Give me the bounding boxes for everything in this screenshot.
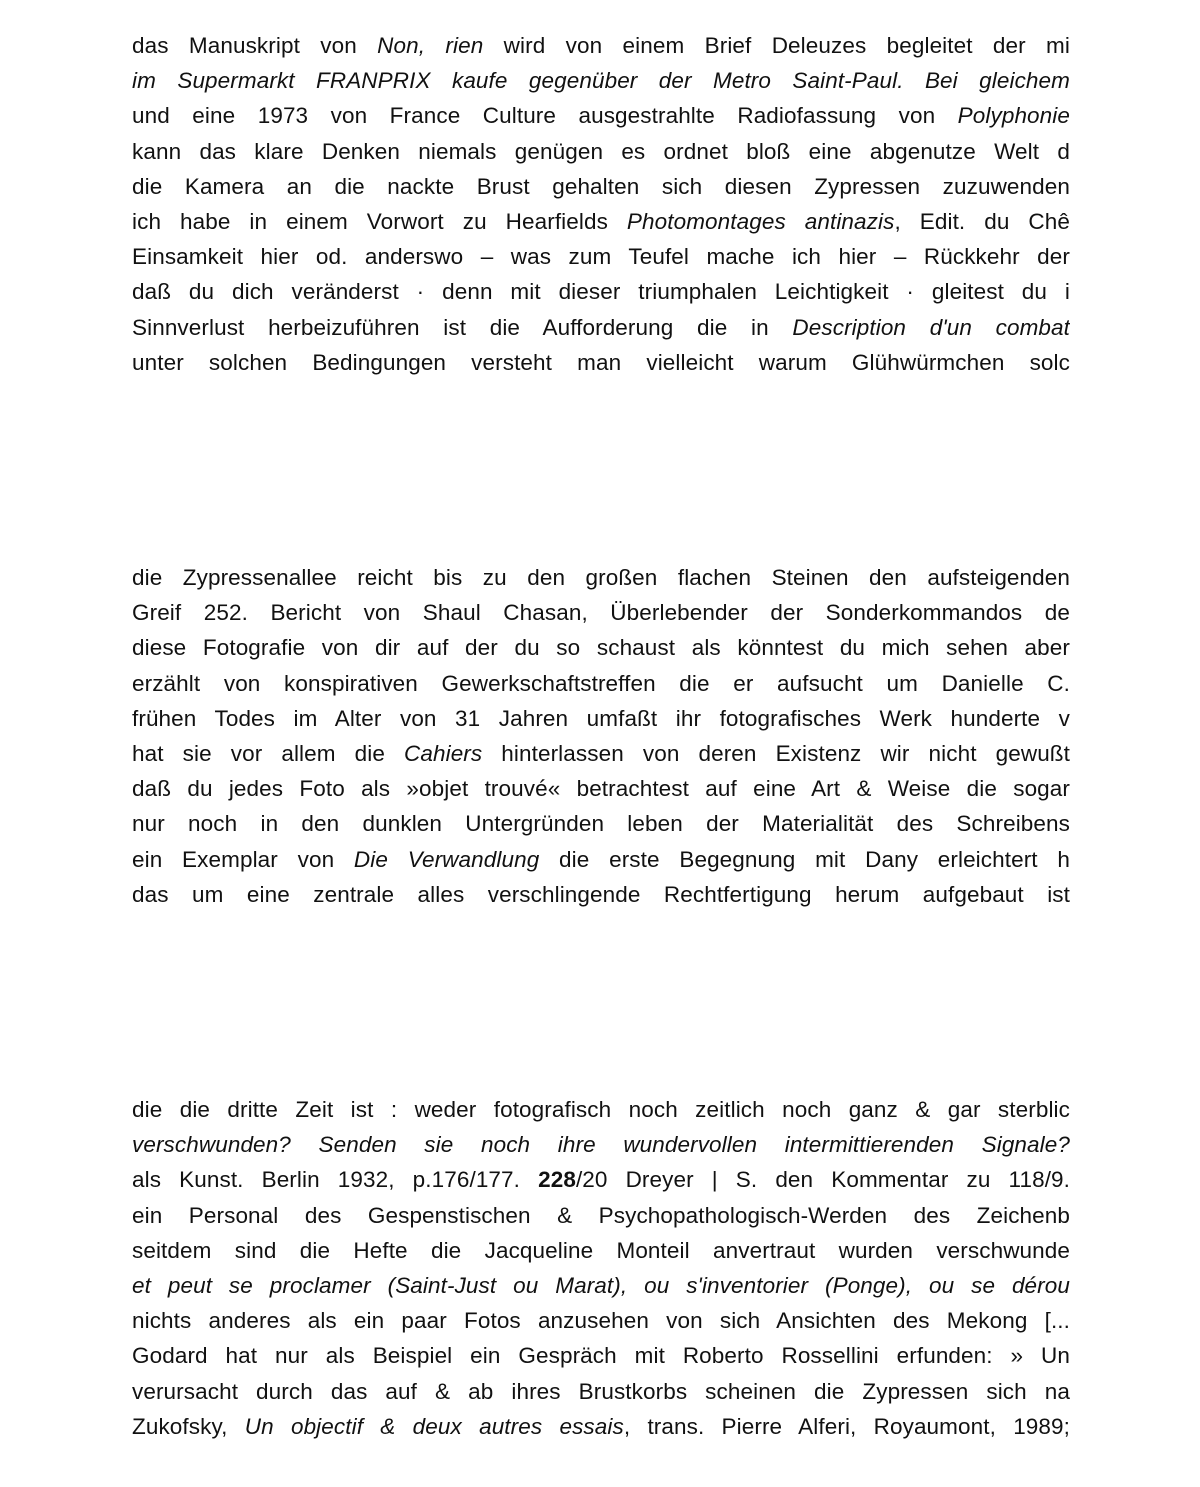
italic-text: et peut se proclamer (Saint-Just ou Marat), ou s'inventorier (Ponge), ou se dérou [132, 1272, 1070, 1298]
text-line [132, 239, 1070, 274]
text-line [132, 560, 1070, 595]
text-segment: daß du jedes Foto als »objet trouvé« betrachtest auf eine Art & Weise die sogar [132, 776, 1070, 802]
text-line [132, 1338, 1070, 1373]
text-line [132, 204, 1070, 239]
text-line [132, 1092, 1070, 1127]
italic-text: Non, rien [377, 33, 484, 58]
text-segment: die die dritte Zeit ist : weder fotografisch noch zeitlich noch ganz & gar sterblic [132, 1097, 1070, 1122]
text-line [132, 1198, 1070, 1233]
text-segment: ein Personal des Gespenstischen & Psychopathologisch-Werden des Zeichenb [132, 1202, 1070, 1228]
italic-text: Cahiers [404, 740, 483, 766]
text-segment: als Kunst. Berlin 1932, p.176/177. [132, 1167, 539, 1193]
text-segment: wird von einem Brief Deleuzes begleitet der mi [483, 33, 1070, 58]
text-line [132, 134, 1070, 169]
text-segment: hat sie vor allem die [132, 740, 405, 766]
text-segment: das Manuskript von [132, 33, 378, 58]
text-segment: ich habe in einem Vorwort zu Hearfields [132, 208, 627, 234]
text-line [132, 274, 1070, 309]
text-segment: Einsamkeit hier od. anderswo – was zum Teufel mache ich hier – Rückkehr der [132, 244, 1070, 270]
text-segment: ein Exemplar von [132, 846, 354, 872]
italic-text: Un objectif & deux autres essais [244, 1413, 624, 1439]
text-line [132, 1374, 1070, 1409]
text-line [132, 630, 1070, 665]
text-segment: nichts anderes als ein paar Fotos anzusehen von sich Ansichten des Mekong [... [132, 1308, 1070, 1334]
text-line [132, 1233, 1070, 1268]
text-line [132, 771, 1070, 806]
text-line [132, 1127, 1070, 1162]
text-line [132, 1268, 1070, 1303]
italic-text: Polyphonie [957, 103, 1070, 129]
text-segment: das um eine zentrale alles verschlingende Rechtfertigung herum aufgebaut ist [132, 881, 1070, 907]
italic-text: im Supermarkt FRANPRIX kaufe gegenüber der Metro Saint-Paul. Bei gleichem [132, 68, 1070, 94]
text-segment: die Zypressenallee reicht bis zu den großen flachen Steinen den aufsteigenden [132, 565, 1070, 590]
text-line [132, 98, 1070, 133]
text-block-1 [132, 28, 1070, 380]
text-segment: , Edit. du Chê [894, 208, 1070, 234]
text-segment: diese Fotografie von dir auf der du so schaust als könntest du mich sehen aber [132, 635, 1070, 661]
text-line [132, 842, 1070, 877]
text-line [132, 595, 1070, 630]
text-line [132, 1409, 1070, 1444]
text-segment: Zukofsky, [132, 1413, 245, 1439]
italic-text: Die Verwandlung [353, 846, 540, 872]
text-line [132, 701, 1070, 736]
text-block-3 [132, 1092, 1070, 1444]
text-line [132, 28, 1070, 63]
text-segment: hinterlassen von deren Existenz wir nicht gewußt [482, 740, 1070, 766]
text-segment: Godard hat nur als Beispiel ein Gespräch mit Roberto Rossellini erfunden: » Un [132, 1343, 1070, 1369]
text-segment: die Kamera an die nackte Brust gehalten sich diesen Zypressen zuzuwenden [132, 173, 1070, 199]
text-segment: verursacht durch das auf & ab ihres Brustkorbs scheinen die Zypressen sich na [132, 1378, 1070, 1404]
text-segment: /20 Dreyer | S. den Kommentar zu 118/9. [575, 1167, 1070, 1193]
text-line [132, 666, 1070, 701]
text-line [132, 310, 1070, 345]
italic-text: Photomontages antinazis [626, 208, 895, 234]
text-line [132, 1303, 1070, 1338]
italic-text: verschwunden? Senden sie noch ihre wundervollen intermittierenden Signale? [132, 1132, 1070, 1158]
bold-text: 228 [538, 1167, 576, 1193]
text-segment: Sinnverlust herbeizuführen ist die Aufforderung die in [132, 314, 793, 340]
text-segment: die erste Begegnung mit Dany erleichtert h [539, 846, 1070, 872]
text-line [132, 169, 1070, 204]
italic-text: Description d'un combat [792, 314, 1070, 340]
text-segment: unter solchen Bedingungen versteht man vielleicht warum Glühwürmchen solc [132, 349, 1070, 375]
text-line [132, 63, 1070, 98]
text-segment: kann das klare Denken niemals genügen es ordnet bloß eine abgenutze Welt d [132, 138, 1070, 164]
text-segment: nur noch in den dunklen Untergründen leben der Materialität des Schreibens [132, 811, 1070, 837]
text-segment: , trans. Pierre Alferi, Royaumont, 1989; [623, 1413, 1070, 1439]
text-line [132, 345, 1070, 380]
text-line [132, 1162, 1070, 1197]
text-line [132, 877, 1070, 912]
text-segment: seitdem sind die Hefte die Jacqueline Monteil anvertraut wurden verschwunde [132, 1237, 1070, 1263]
text-segment: daß du dich veränderst · denn mit dieser triumphalen Leichtigkeit · gleitest du i [132, 279, 1070, 305]
text-segment: erzählt von konspirativen Gewerkschaftstreffen die er aufsucht um Danielle C. [132, 670, 1070, 696]
text-segment: Greif 252. Bericht von Shaul Chasan, Überlebender der Sonderkommandos de [132, 600, 1070, 626]
text-block-2 [132, 560, 1070, 912]
text-line [132, 736, 1070, 771]
text-segment: und eine 1973 von France Culture ausgestrahlte Radiofassung von [132, 103, 958, 129]
text-segment: frühen Todes im Alter von 31 Jahren umfaßt ihr fotografisches Werk hunderte v [132, 705, 1070, 731]
text-line [132, 806, 1070, 841]
